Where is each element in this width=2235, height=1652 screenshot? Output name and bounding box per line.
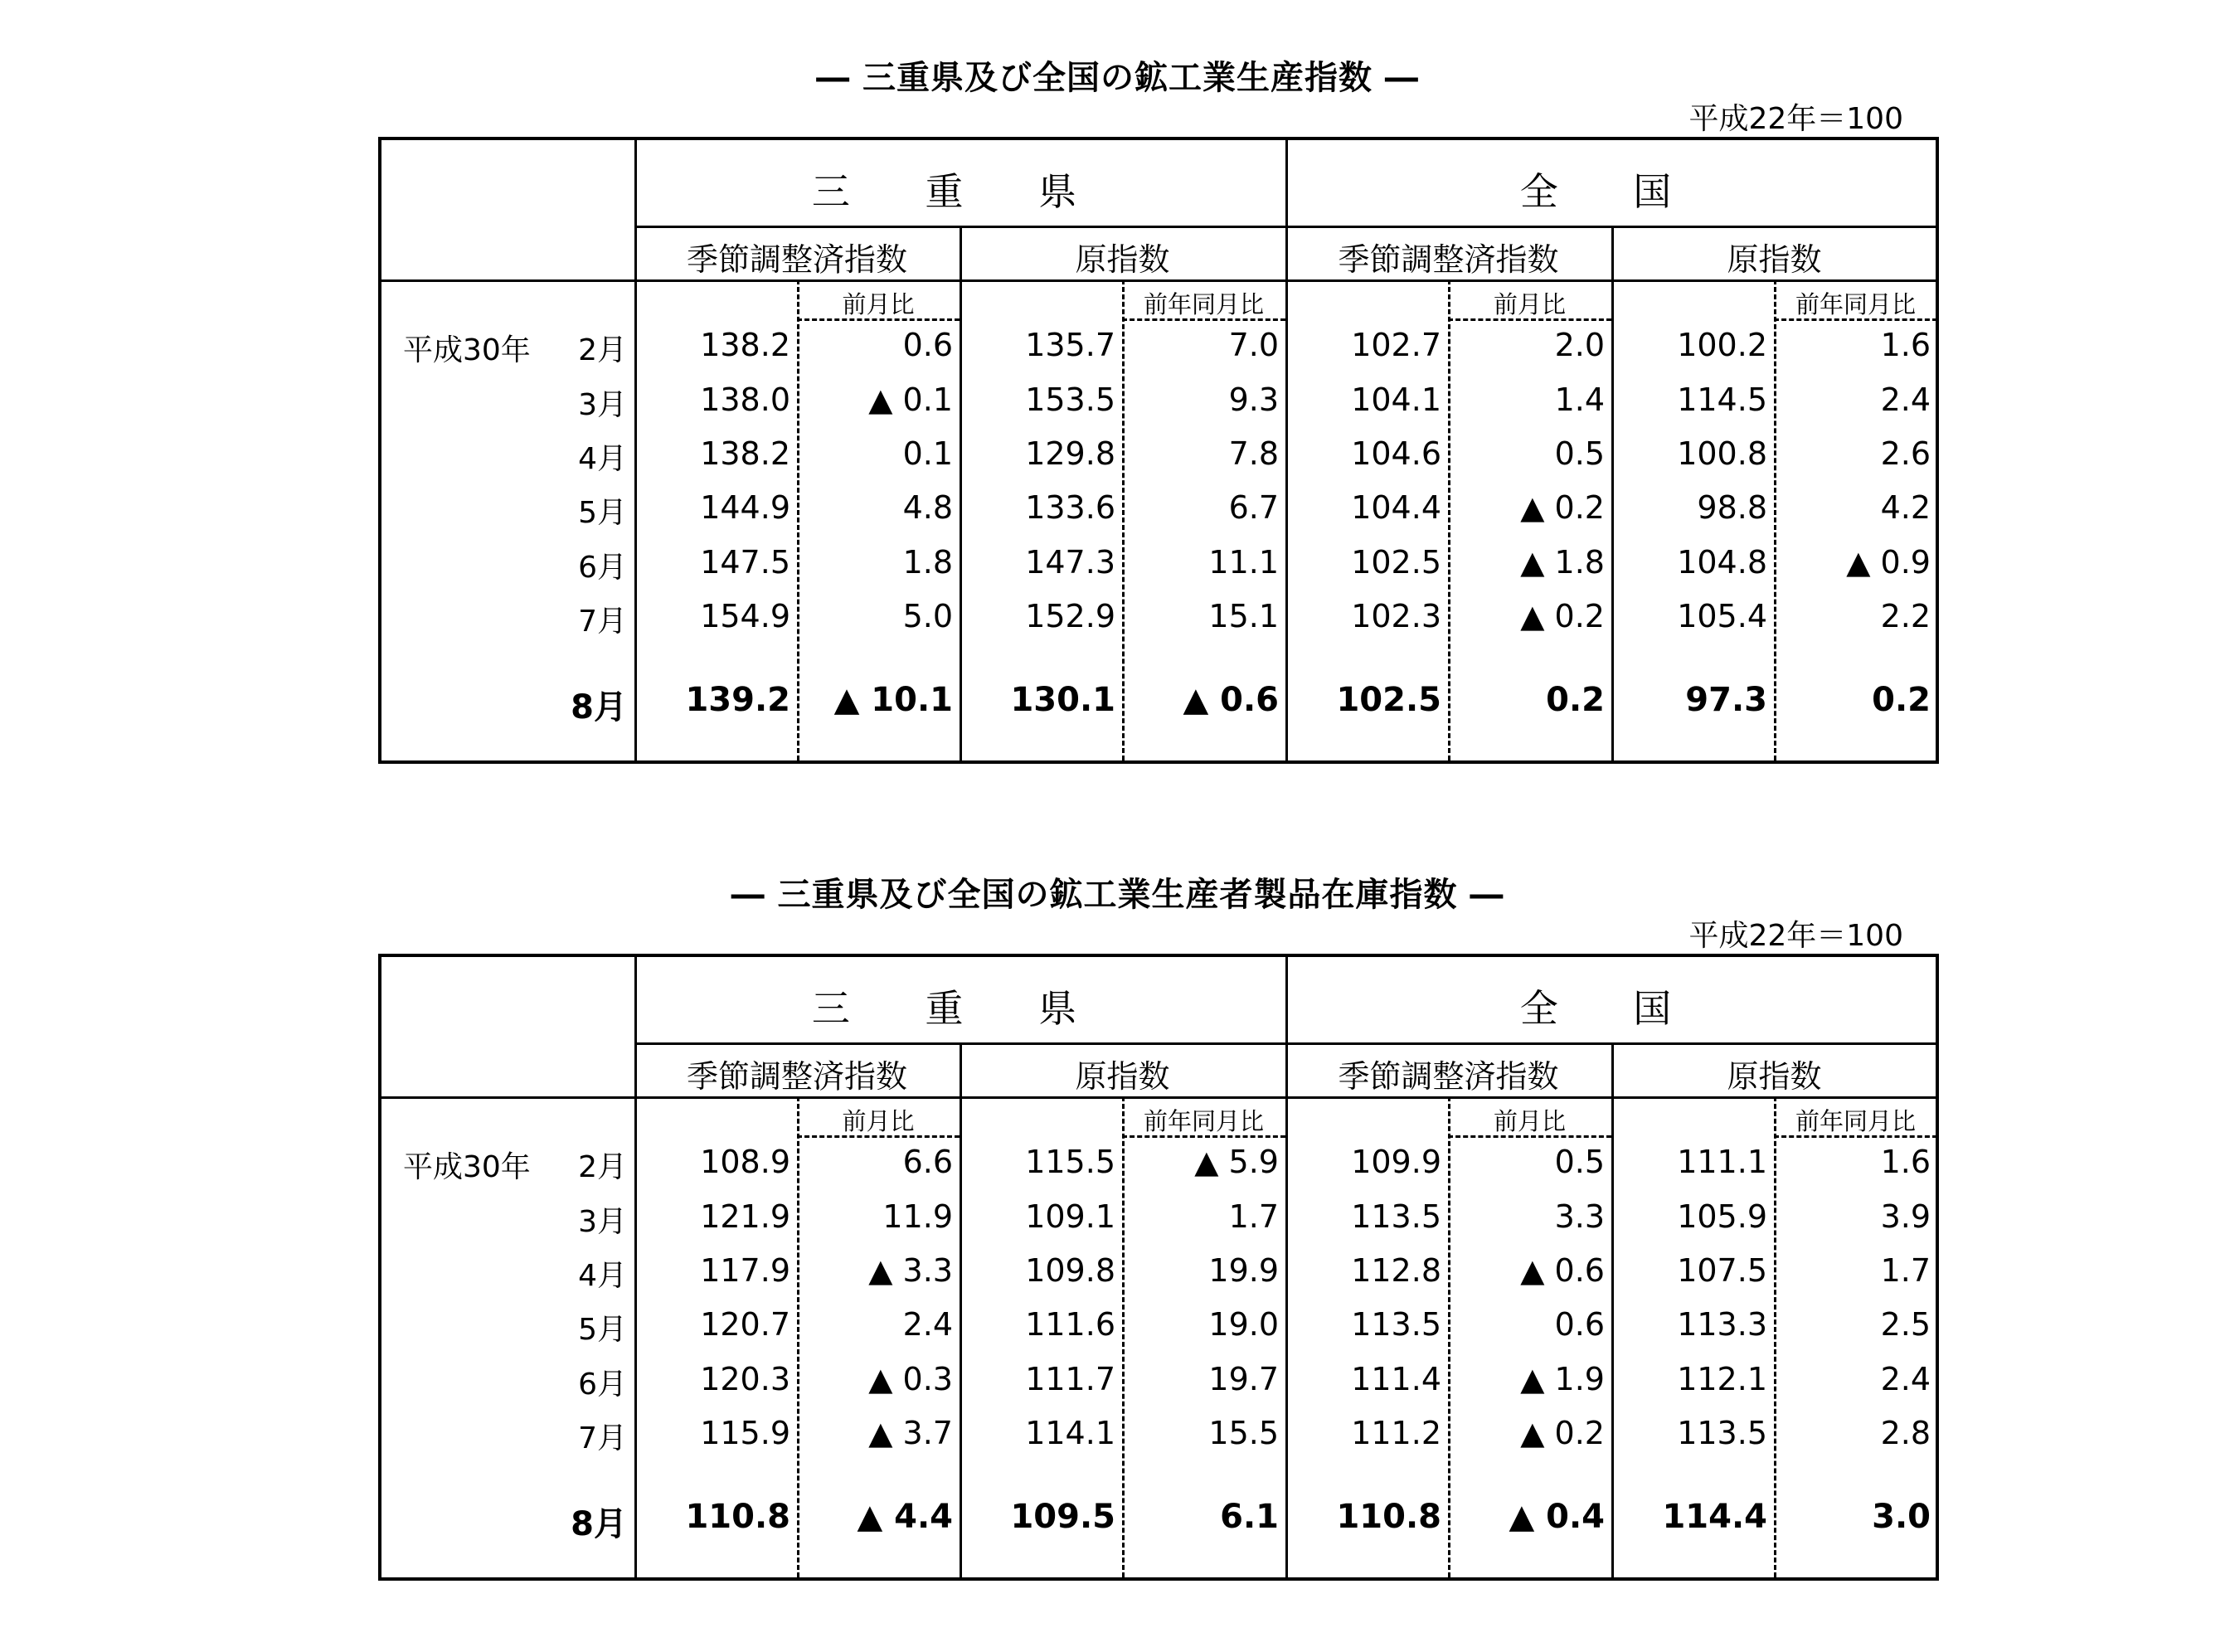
rule-group-header (634, 1042, 1936, 1045)
table-cell: 109.9 (1351, 1144, 1441, 1180)
table-cell: 2.4 (902, 1306, 953, 1343)
table-cell: 102.7 (1351, 327, 1441, 363)
table-cell: 147.3 (1025, 544, 1115, 581)
table-cell: 120.3 (700, 1361, 790, 1397)
month-label: 7月 (578, 1421, 627, 1455)
table-cell: 138.2 (700, 327, 790, 363)
table-cell: 3.0 (1872, 1498, 1931, 1536)
table-row (381, 1195, 1936, 1245)
group-header-japan: 全 国 (1519, 986, 1703, 1031)
table-cell: 111.2 (1351, 1415, 1441, 1451)
table-row (381, 1496, 1936, 1546)
year-label: 平成30年 (403, 333, 531, 367)
table-cell: 2.2 (1880, 598, 1931, 634)
table-cell: ▲ 0.2 (1520, 598, 1605, 634)
table-cell: 9.3 (1228, 381, 1279, 418)
table-cell: 104.8 (1677, 544, 1767, 581)
ratio-label: 前年同月比 (1143, 1107, 1264, 1135)
index-table (378, 954, 1939, 1581)
production-index-section (0, 0, 2235, 813)
table-cell: 104.4 (1351, 489, 1441, 526)
table-cell: 2.8 (1880, 1415, 1931, 1451)
table-cell: 135.7 (1025, 327, 1115, 363)
table-cell: 102.5 (1351, 544, 1441, 581)
table-cell: 104.6 (1351, 435, 1441, 472)
table-cell: ▲ 0.9 (1846, 544, 1931, 581)
table-cell: 2.6 (1880, 435, 1931, 472)
table-cell: ▲ 4.4 (857, 1498, 953, 1536)
table-cell: 7.0 (1228, 327, 1279, 363)
table-cell: 2.0 (1554, 327, 1605, 363)
table-cell: 1.4 (1554, 381, 1605, 418)
table-cell: 0.1 (902, 435, 953, 472)
ratio-label: 前月比 (842, 290, 915, 318)
month-label: 6月 (578, 1368, 627, 1402)
base-year-note: 平成22年＝100 (1688, 919, 1903, 953)
table-row (381, 1411, 1936, 1461)
ratio-label: 前月比 (842, 1107, 915, 1135)
column-header: 原指数 (1727, 241, 1822, 278)
table-cell: 130.1 (1010, 681, 1115, 719)
group-header-mie: 三 重 県 (811, 169, 1109, 214)
table-cell: 110.8 (1336, 1498, 1441, 1536)
table-cell: 3.3 (1554, 1198, 1605, 1235)
table-cell: 111.4 (1351, 1361, 1441, 1397)
table-cell: 0.2 (1546, 681, 1605, 719)
table-cell: 113.3 (1677, 1306, 1767, 1343)
table-row (381, 1140, 1936, 1190)
table-cell: 113.5 (1351, 1306, 1441, 1343)
table-row (381, 1358, 1936, 1407)
section-title: ― 三重県及び全国の鉱工業生産指数 ― (816, 59, 1419, 97)
table-cell: ▲ 0.2 (1520, 489, 1605, 526)
month-label: 3月 (578, 388, 627, 422)
table-cell: 115.9 (700, 1415, 790, 1451)
table-cell: 139.2 (685, 681, 790, 719)
table-cell: 11.9 (882, 1198, 953, 1235)
table-cell: 110.8 (685, 1498, 790, 1536)
table-cell: 19.7 (1208, 1361, 1279, 1397)
table-cell: ▲ 1.9 (1520, 1361, 1605, 1397)
table-cell: 6.7 (1228, 489, 1279, 526)
month-label: 8月 (571, 1505, 627, 1543)
table-cell: 113.5 (1351, 1198, 1441, 1235)
table-cell: 105.9 (1677, 1198, 1767, 1235)
table-cell: 0.6 (1554, 1306, 1605, 1343)
year-label: 平成30年 (403, 1150, 531, 1184)
month-label: 3月 (578, 1205, 627, 1239)
table-cell: 114.5 (1677, 381, 1767, 418)
month-label: 5月 (578, 496, 627, 530)
table-cell: 109.8 (1025, 1252, 1115, 1289)
table-cell: 6.1 (1220, 1498, 1279, 1536)
table-cell: 147.5 (700, 544, 790, 581)
table-row (381, 486, 1936, 536)
table-cell: 105.4 (1677, 598, 1767, 634)
table-cell: 153.5 (1025, 381, 1115, 418)
table-row (381, 679, 1936, 729)
table-cell: 3.9 (1880, 1198, 1931, 1235)
table-cell: 121.9 (700, 1198, 790, 1235)
month-label: 4月 (578, 1259, 627, 1293)
table-cell: 1.7 (1880, 1252, 1931, 1289)
table-cell: ▲ 0.6 (1520, 1252, 1605, 1289)
ratio-label: 前年同月比 (1143, 290, 1264, 318)
table-cell: 115.5 (1025, 1144, 1115, 1180)
table-cell: ▲ 0.1 (868, 381, 953, 418)
table-cell: 19.0 (1208, 1306, 1279, 1343)
table-cell: ▲ 5.9 (1194, 1144, 1279, 1180)
table-cell: 2.5 (1880, 1306, 1931, 1343)
table-cell: 113.5 (1677, 1415, 1767, 1451)
table-cell: 4.2 (1880, 489, 1931, 526)
table-cell: 4.8 (902, 489, 953, 526)
table-cell: ▲ 3.7 (868, 1415, 953, 1451)
month-label: 5月 (578, 1313, 627, 1347)
table-cell: 120.7 (700, 1306, 790, 1343)
table-cell: ▲ 0.2 (1520, 1415, 1605, 1451)
table-cell: 0.2 (1872, 681, 1931, 719)
table-cell: 0.6 (902, 327, 953, 363)
column-header: 原指数 (1075, 1058, 1170, 1095)
table-cell: 19.9 (1208, 1252, 1279, 1289)
table-cell: 2.4 (1880, 1361, 1931, 1397)
table-cell: 138.0 (700, 381, 790, 418)
column-header: 季節調整済指数 (686, 1058, 907, 1095)
table-cell: ▲ 0.6 (1183, 681, 1279, 719)
table-cell: 15.1 (1208, 598, 1279, 634)
table-cell: 111.6 (1025, 1306, 1115, 1343)
column-header: 季節調整済指数 (1338, 1058, 1559, 1095)
table-cell: 15.5 (1208, 1415, 1279, 1451)
table-cell: 100.2 (1677, 327, 1767, 363)
ratio-label: 前年同月比 (1795, 290, 1916, 318)
table-cell: 5.0 (902, 598, 953, 634)
table-cell: 152.9 (1025, 598, 1115, 634)
month-label: 8月 (571, 688, 627, 726)
base-year-note: 平成22年＝100 (1688, 102, 1903, 136)
section-title: ― 三重県及び全国の鉱工業生産者製品在庫指数 ― (731, 876, 1504, 914)
table-cell: 104.1 (1351, 381, 1441, 418)
month-label: 2月 (578, 1150, 627, 1184)
table-cell: 102.5 (1336, 681, 1441, 719)
ratio-label: 前年同月比 (1795, 1107, 1916, 1135)
table-row (381, 541, 1936, 590)
table-cell: 111.7 (1025, 1361, 1115, 1397)
table-cell: 7.8 (1228, 435, 1279, 472)
table-cell: 102.3 (1351, 598, 1441, 634)
table-cell: 129.8 (1025, 435, 1115, 472)
table-cell: 138.2 (700, 435, 790, 472)
table-cell: 1.6 (1880, 1144, 1931, 1180)
table-cell: 108.9 (700, 1144, 790, 1180)
table-cell: 114.1 (1025, 1415, 1115, 1451)
group-header-japan: 全 国 (1519, 169, 1703, 214)
month-label: 4月 (578, 442, 627, 476)
table-cell: 107.5 (1677, 1252, 1767, 1289)
table-cell: 117.9 (700, 1252, 790, 1289)
month-label: 6月 (578, 551, 627, 585)
table-row (381, 595, 1936, 644)
column-header: 原指数 (1727, 1058, 1822, 1095)
index-table (378, 137, 1939, 764)
column-header: 原指数 (1075, 241, 1170, 278)
table-cell: 154.9 (700, 598, 790, 634)
ratio-label: 前月比 (1493, 1107, 1566, 1135)
table-cell: ▲ 0.3 (868, 1361, 953, 1397)
table-cell: 11.1 (1208, 544, 1279, 581)
table-cell: 97.3 (1685, 681, 1767, 719)
table-cell: 1.6 (1880, 327, 1931, 363)
ratio-label: 前月比 (1493, 290, 1566, 318)
table-cell: 100.8 (1677, 435, 1767, 472)
column-header: 季節調整済指数 (1338, 241, 1559, 278)
table-cell: 1.8 (902, 544, 953, 581)
table-row (381, 1303, 1936, 1353)
month-label: 7月 (578, 605, 627, 639)
table-cell: 6.6 (902, 1144, 953, 1180)
rule-group-header (634, 226, 1936, 228)
table-cell: ▲ 1.8 (1520, 544, 1605, 581)
table-cell: 0.5 (1554, 1144, 1605, 1180)
rule-sub-header (381, 279, 1936, 282)
table-cell: 114.4 (1662, 1498, 1767, 1536)
table-row (381, 432, 1936, 482)
table-cell: 133.6 (1025, 489, 1115, 526)
month-label: 2月 (578, 333, 627, 367)
table-cell: ▲ 10.1 (833, 681, 953, 719)
inventory-index-section (0, 817, 2235, 1630)
table-row (381, 378, 1936, 428)
table-row (381, 1249, 1936, 1299)
table-cell: 1.7 (1228, 1198, 1279, 1235)
table-cell: 109.5 (1010, 1498, 1115, 1536)
table-cell: 2.4 (1880, 381, 1931, 418)
column-header: 季節調整済指数 (686, 241, 907, 278)
table-row (381, 323, 1936, 373)
table-cell: ▲ 0.4 (1509, 1498, 1605, 1536)
table-cell: 111.1 (1677, 1144, 1767, 1180)
group-header-mie: 三 重 県 (811, 986, 1109, 1031)
table-cell: 98.8 (1697, 489, 1767, 526)
table-cell: ▲ 3.3 (868, 1252, 953, 1289)
rule-sub-header (381, 1096, 1936, 1099)
table-cell: 112.8 (1351, 1252, 1441, 1289)
table-cell: 0.5 (1554, 435, 1605, 472)
table-cell: 112.1 (1677, 1361, 1767, 1397)
table-cell: 109.1 (1025, 1198, 1115, 1235)
table-cell: 144.9 (700, 489, 790, 526)
